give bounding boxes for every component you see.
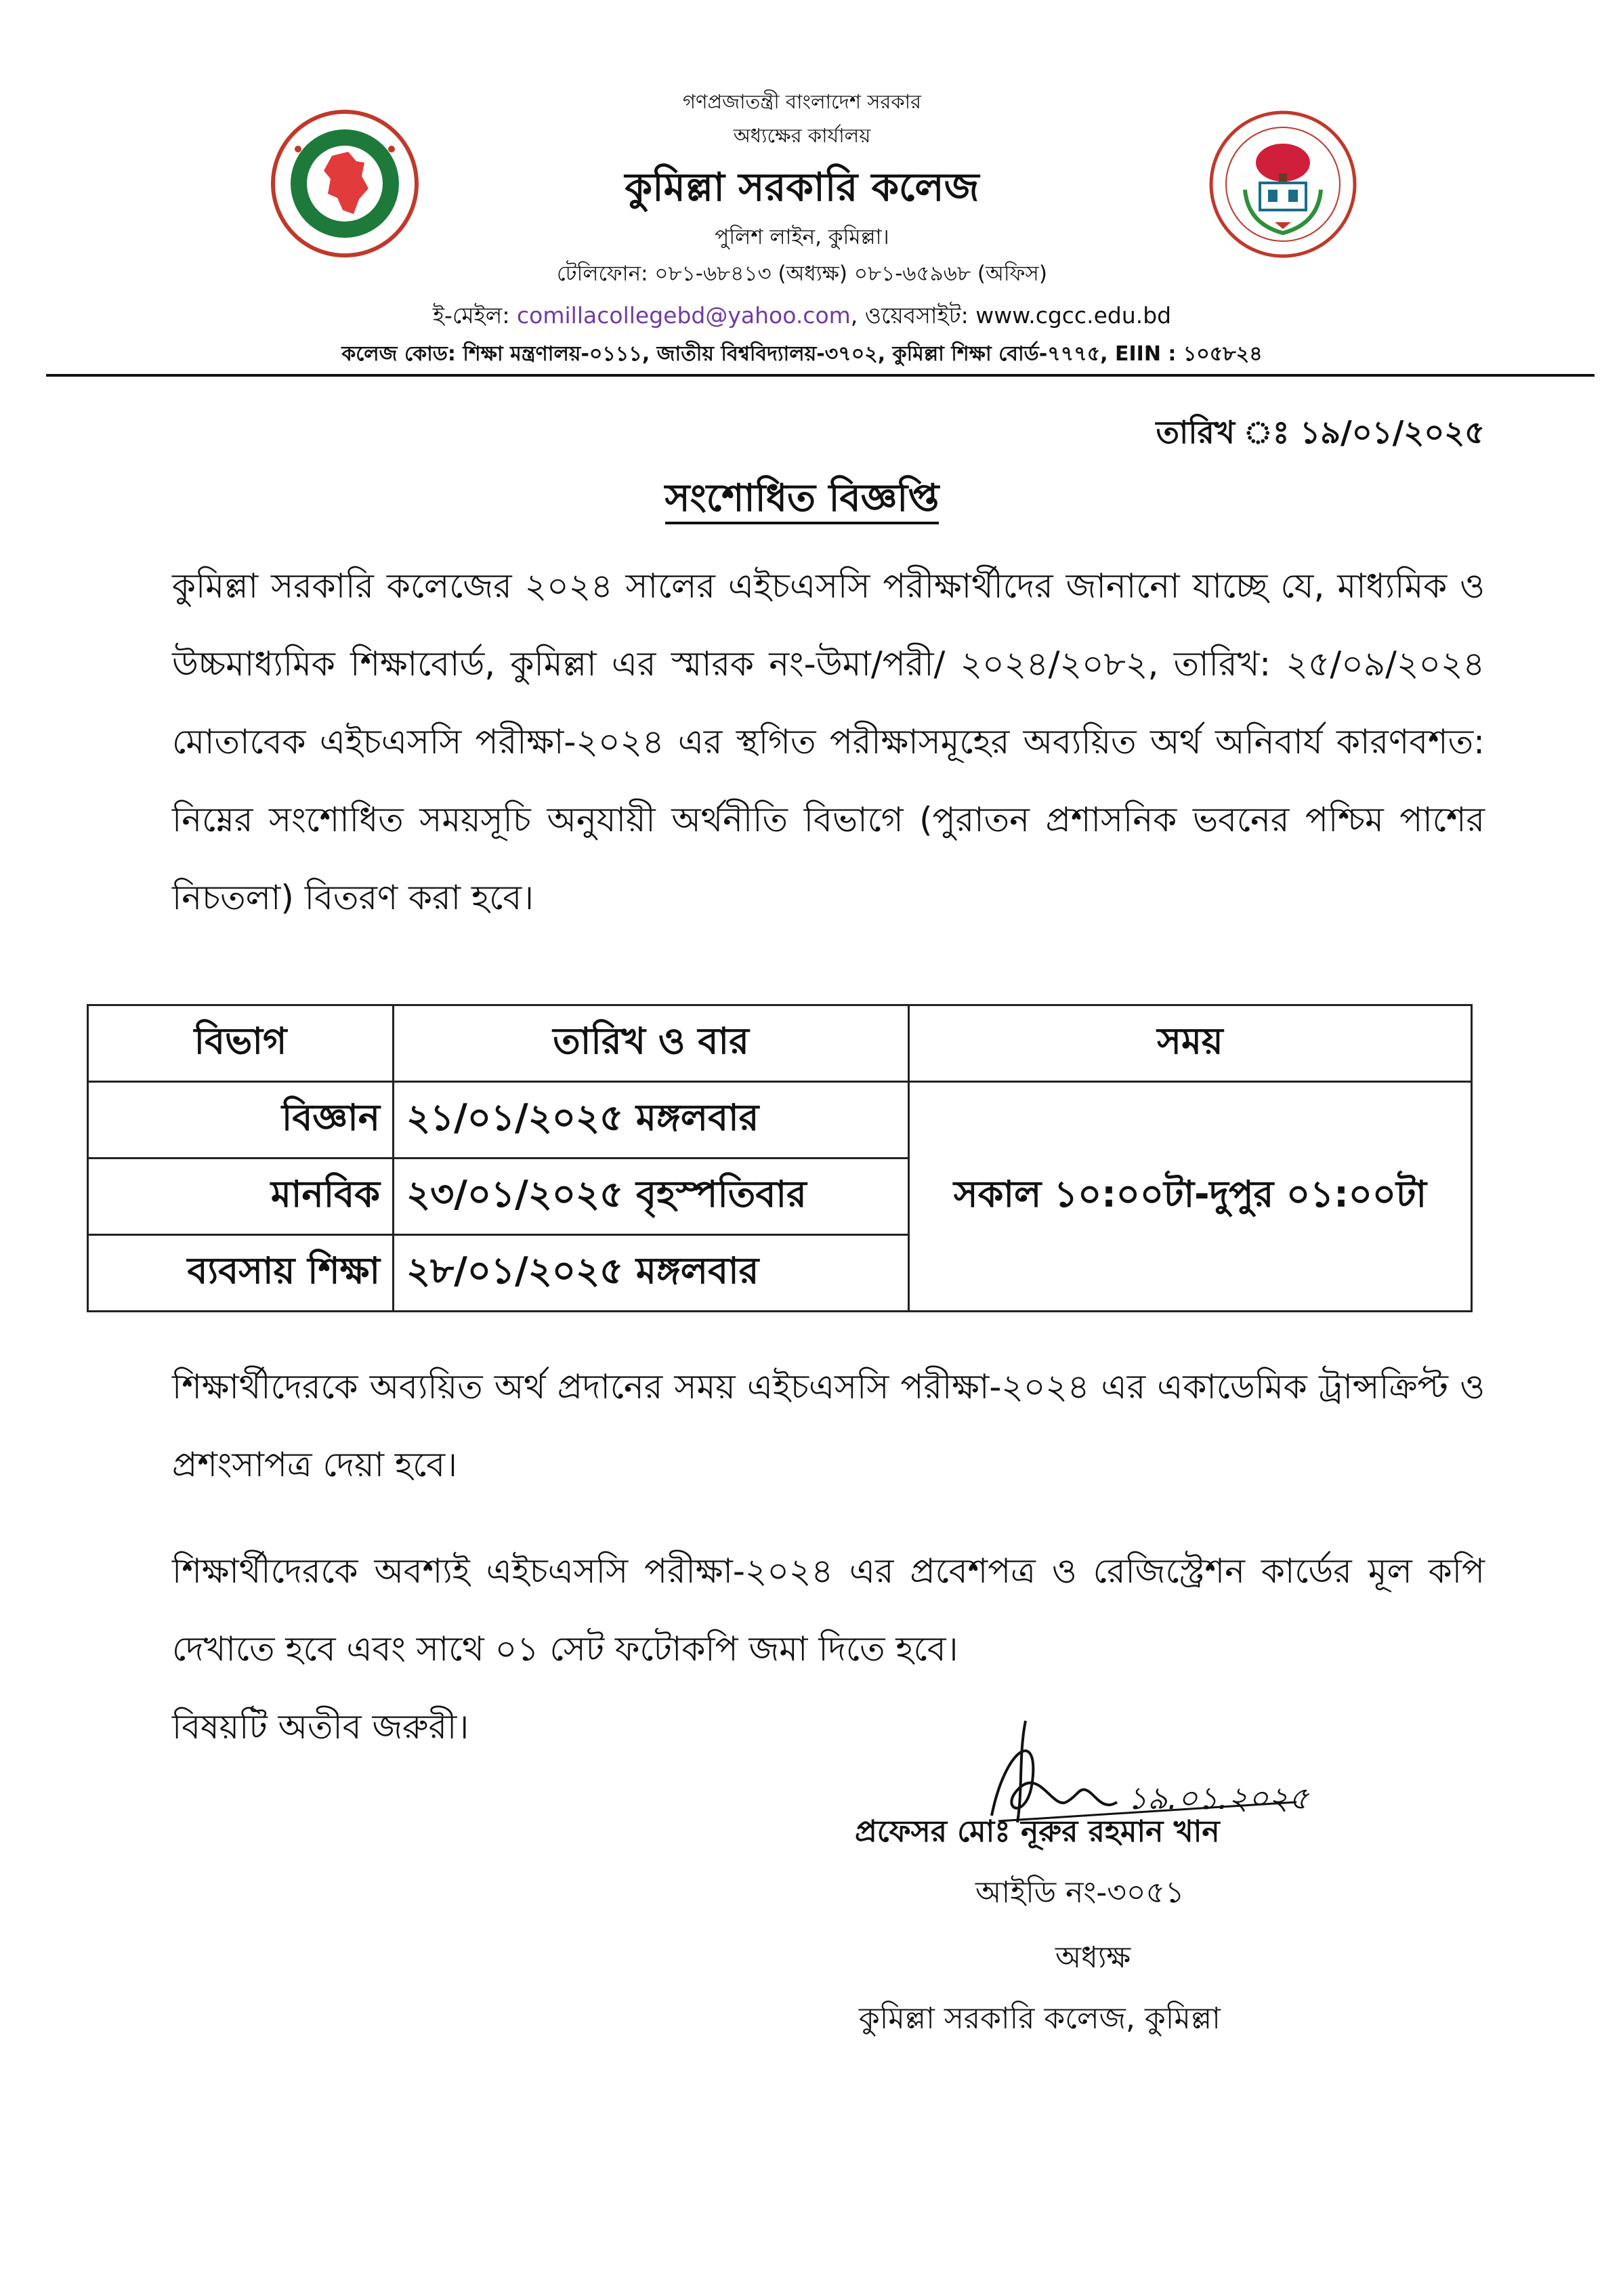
phone-numbers: টেলিফোন: ০৮১-৬৮৪১৩ (অধ্যক্ষ) ০৮১-৬৫৯৬৮ (অফিস) <box>557 262 1047 286</box>
contact-line <box>0 298 1604 336</box>
office-name: অধ্যক্ষের কার্যালয় <box>733 124 871 147</box>
schedule-table <box>87 1004 1473 1312</box>
department-cell: বিজ্ঞান <box>88 1082 394 1159</box>
date-cell: ২৩/০১/২০২৫ বৃহস্পতিবার <box>394 1159 909 1235</box>
email-label: ই-মেইল: <box>432 302 510 329</box>
signatory-designation: অধ্যক্ষ <box>1055 1940 1131 1975</box>
date-cell: ২৮/০১/২০২৫ মঙ্গলবার <box>394 1235 909 1312</box>
date-cell: ২১/০১/২০২৫ মঙ্গলবার <box>394 1082 909 1159</box>
department-cell: ব্যবসায় শিক্ষা <box>88 1235 394 1312</box>
email-address: comillacollegebd@yahoo.com <box>517 302 851 329</box>
college-name: কুমিল্লা সরকারি কলেজ <box>625 164 979 210</box>
department-cell: মানবিক <box>88 1159 394 1235</box>
urgent-note: বিষয়টি অতীব জরুরী। <box>172 1707 469 1747</box>
header-date: তারিখ ও বার <box>394 1005 909 1082</box>
header-divider <box>46 374 1595 377</box>
college-address: পুলিশ লাইন, কুমিল্লা। <box>715 225 889 249</box>
signatory-name: প্রফেসর মোঃ নূরুর রহমান খান <box>855 1814 1220 1849</box>
signature-date: ১৯.০১.২০২৫ <box>1127 1780 1309 1816</box>
documents-paragraph: শিক্ষার্থীদেরকে অবশ্যই এইচএসসি পরীক্ষা-২০২৪ এর প্রবেশপত্র ও রেজিস্ট্রেশন কার্ডের মূল কপি দেখাতে হবে এবং সাথে ০১ সেট ফটোকপি জমা দিতে হবে। <box>172 1551 1485 1669</box>
intro-paragraph: কুমিল্লা সরকারি কলেজের ২০২৪ সালের এইচএসসি পরীক্ষার্থীদের জানানো যাচ্ছে যে, মাধ্যমিক ও উচ্চমাধ্যমিক শিক্ষাবোর্ড, কুমিল্লা এর স্মারক নং-উমা/পরী/ ২০২৪/২০৮২, তারিখ: ২৫/০৯/২০২৪ মোতাবেক এইচএসসি পরীক্ষা-২০২৪ এর স্থগিত পরীক্ষাসমূহের অব্যয়িত অর্থ অনিবার্য কারণবশত: নিম্নের সংশোধিত সময়সূচি অনুযায়ী অর্থনীতি বিভাগে (পুরাতন প্রশাসনিক ভবনের পশ্চিম পাশের নিচতলা) বিতরণ করা হবে। <box>172 566 1485 917</box>
signatory-id: আইডি নং-৩০৫১ <box>975 1875 1185 1910</box>
header-time: সময় <box>909 1005 1472 1082</box>
website-label: , ওয়েবসাইট: <box>850 302 969 329</box>
transcript-paragraph: শিক্ষার্থীদেরকে অব্যয়িত অর্থ প্রদানের সময় এইচএসসি পরীক্ষা-২০২৪ এর একাডেমিক ট্রান্সক্রিপ্ট ও প্রশংসাপত্র দেয়া হবে। <box>172 1367 1485 1484</box>
table-row <box>88 1082 1472 1159</box>
website-address: www.cgcc.edu.bd <box>975 302 1172 329</box>
notice-title <box>0 469 1604 533</box>
institution-codes: কলেজ কোড: শিক্ষা মন্ত্রণালয়-০১১১, জাতীয় বিশ্ববিদ্যালয়-৩৭০২, কুমিল্লা শিক্ষা বোর্ড-৭৭৭৫, EIIN : ১০৫৮২৪ <box>341 342 1263 366</box>
notice-date: তারিখ ঃ ১৯/০১/২০২৫ <box>1156 414 1485 451</box>
government-name: গণপ্রজাতন্ত্রী বাংলাদেশ সরকার <box>682 90 922 113</box>
table-header-row <box>88 1005 1472 1082</box>
time-cell: সকাল ১০:০০টা-দুপুর ০১:০০টা <box>909 1082 1472 1312</box>
notice-title-text: সংশোধিত বিজ্ঞপ্তি <box>665 476 940 524</box>
header-department: বিভাগ <box>88 1005 394 1082</box>
signatory-institution: কুমিল্লা সরকারি কলেজ, কুমিল্লা <box>859 2001 1221 2036</box>
